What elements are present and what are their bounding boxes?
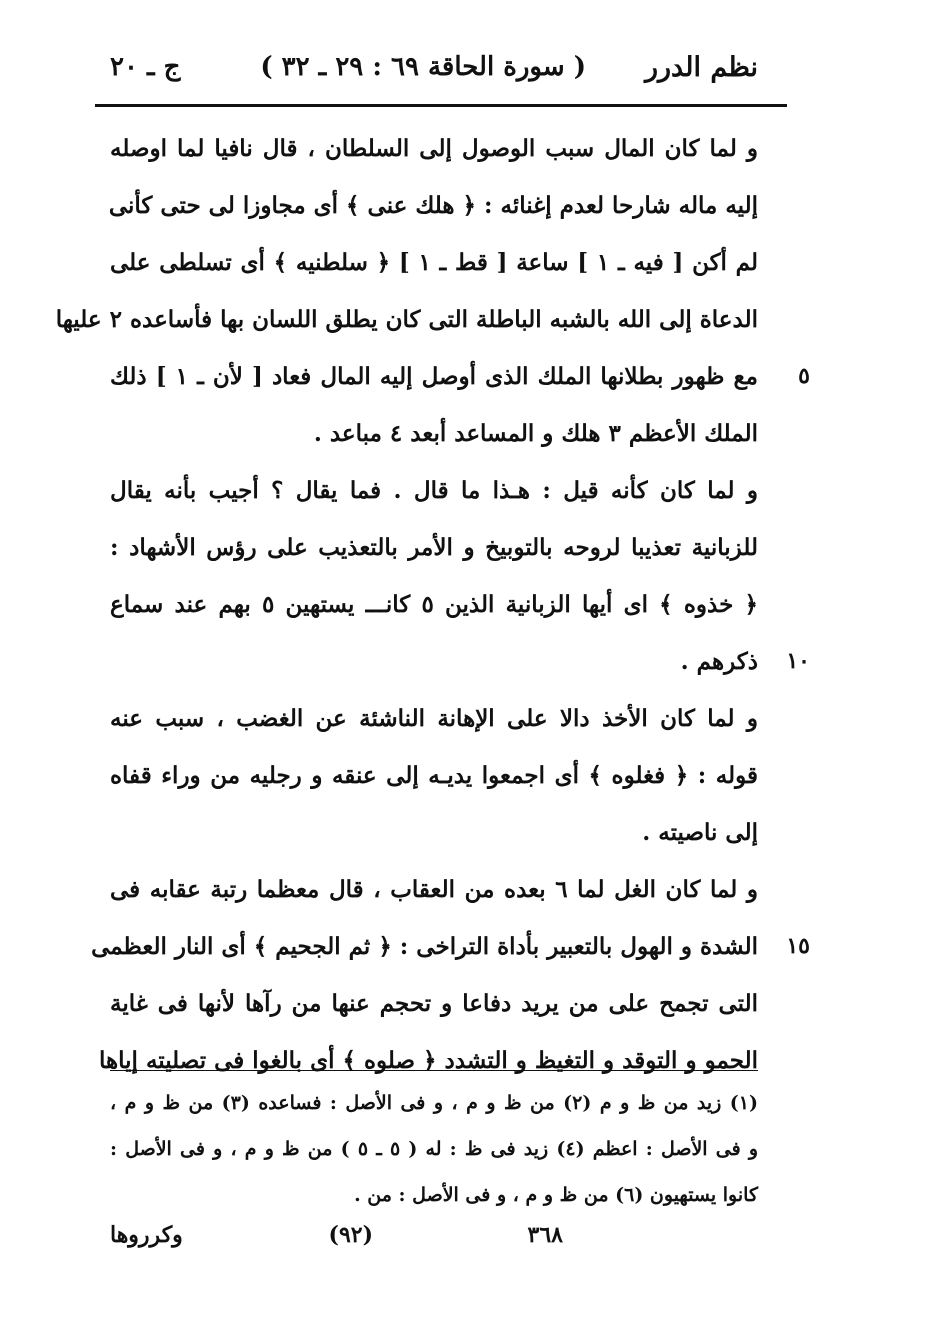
text-line: إلى ناصيته . [642,819,758,846]
text-line: و لما كان الأخذ دالا على الإهانة الناشئة عن الغضب ، سبب عنه [110,705,758,732]
text-line: الملك الأعظم ٣ هلك و المساعد أبعد ٤ مباعد . [313,420,758,447]
signature-mark: (٩٢) [328,1222,373,1248]
line-number: ٥ [798,363,810,389]
text-line: التى تجمح على من يريد دفاعا و تحجم عنها من رآها لأنها فى غاية [110,990,758,1017]
text-line: ﴿ خذوه ﴾ اى أيها الزبانية الذين ٥ كانـــ يستهين ٥ بهم عند سماع [110,591,758,618]
text-line: الدعاة إلى الله بالشبه الباطلة التى كان يطلق اللسان بها فأساعده ٢ عليها [55,306,758,333]
footnotes [110,1080,758,1218]
text-line: لم أكن [ فيه ـ ١ ] ساعة [ قط ـ ١ ] ﴿ سلطنيه ﴾ أى تسلطى على [110,249,758,276]
footnote-line: و فى الأصل : اعظم (٤) زيد فى ظ : له ( ٥ ـ ٥ ) من ظ و م ، و فى الأصل : [110,1138,759,1160]
page-footer [110,1222,758,1262]
text-line: ١٥ الشدة و الهول بالتعبير بأداة التراخى : ﴿ ثم الجحيم ﴾ أى النار العظمى [110,918,758,975]
text-line: ١٠ ذكرهم . [110,633,758,690]
book-title: نظم الدرر [644,52,758,83]
text-line: و لما كان المال سبب الوصول إلى السلطان ، قال نافيا لما اوصله [110,135,758,162]
surah-reference: ( سورة الحاقة ٦٩ : ٢٩ ـ ٣٢ ) [260,52,586,82]
footnote-line: كانوا يستهيون (٦) من ظ و م ، و فى الأصل : من . [354,1184,758,1206]
text-line: الحمو و التوقد و التغيظ و التشدد ﴿ صلوه ﴾ أى بالغوا فى تصليته إياها [99,1047,758,1074]
page-number: ٣٦٨ [527,1222,563,1248]
text-line: و لما كان الغل لما ٦ بعده من العقاب ، قال معظما رتبة عقابه فى [110,876,758,903]
running-header [110,48,758,94]
footnote-rule [110,1070,758,1071]
header-rule [95,104,787,107]
line-number: ١٥ [786,933,810,959]
text-line: قوله : ﴿ فغلوه ﴾ أى اجمعوا يديـه إلى عنقه و رجليه من وراء قفاه [110,762,758,789]
main-text [55,120,810,1089]
text-line: ٥ مع ظهور بطلانها الملك الذى أوصل إليه المال فعاد [ لأن ـ ١ ] ذلك [110,348,758,405]
line-number: ١٠ [786,648,810,674]
text-line: للزبانية تعذيبا لروحه بالتوبيخ و الأمر بالتعذيب على رؤس الأشهاد : [110,534,758,561]
volume-number: ج ـ ٢٠ [110,52,181,82]
text-line: و لما كان كأنه قيل : هـذا ما قال . فما يقال ؟ أجيب بأنه يقال [110,477,758,504]
catchword: وكرروها [110,1222,183,1248]
text-line: إليه ماله شارحا لعدم إغنائه : ﴿ هلك عنى ﴾ أى مجاوزا لى حتى كأنى [108,192,758,219]
footnote-line: (١) زيد من ظ و م (٢) من ظ و م ، و فى الأصل : فساعده (٣) من ظ و م ، [110,1092,758,1114]
